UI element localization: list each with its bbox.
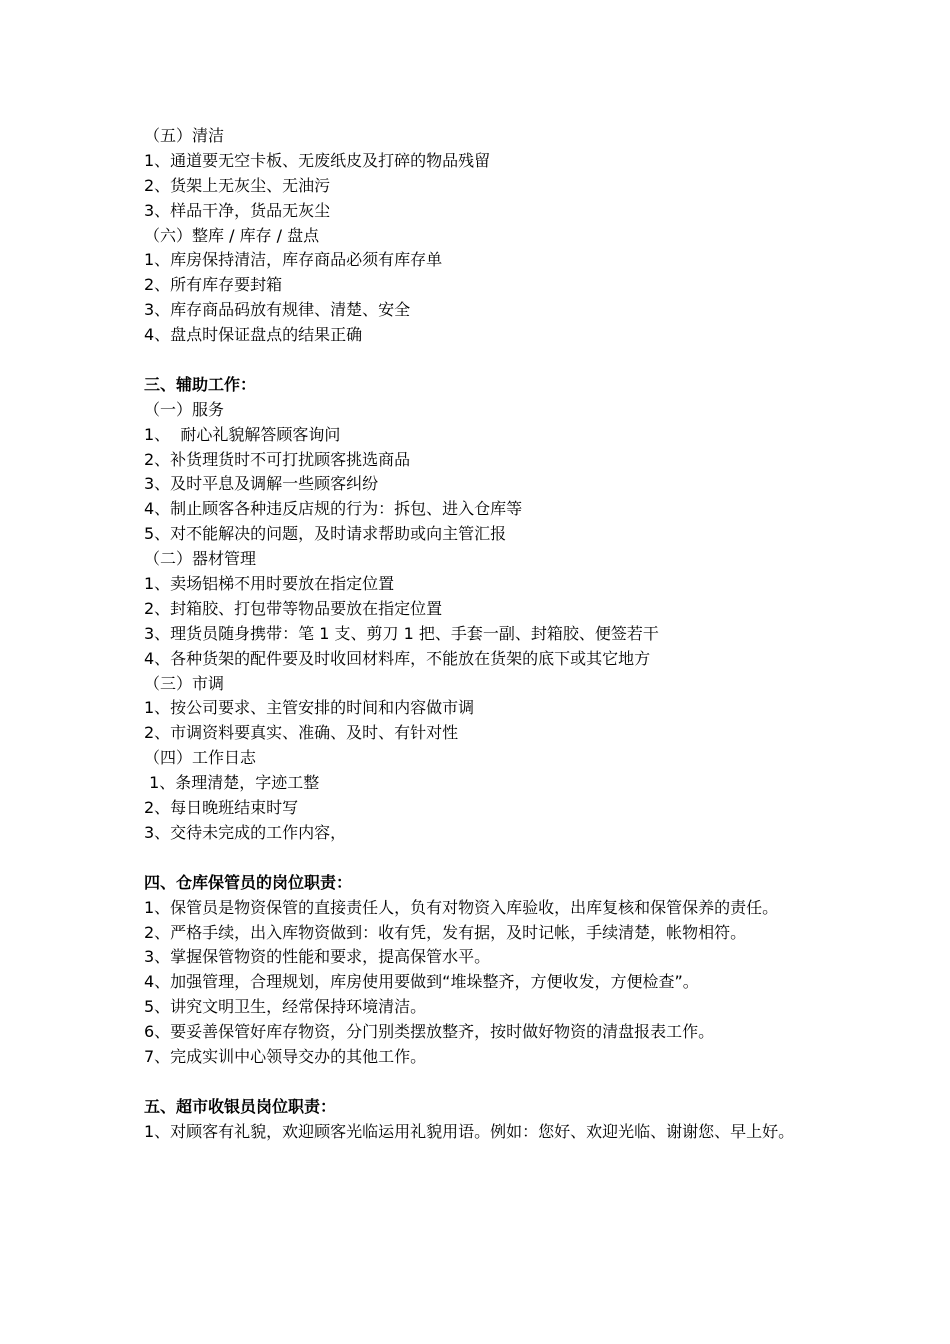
list-item: 2、严格手续，出入库物资做到：收有凭，发有据，及时记帐，手续清楚，帐物相符。: [144, 922, 747, 942]
section-cashier: [144, 1095, 814, 1145]
subheading: （六）整库 / 库存 / 盘点: [144, 225, 320, 245]
blank-line: [144, 846, 814, 871]
list-item: 2、补货理货时不可打扰顾客挑选商品: [144, 449, 411, 469]
list-item: 6、要妥善保管好库存物资，分门别类摆放整齐，按时做好物资的清盘报表工作。: [144, 1022, 715, 1042]
list-item: 1、 耐心礼貌解答顾客询问: [144, 424, 341, 444]
subheading: （一）服务: [144, 399, 225, 419]
list-item: 7、完成实训中心领导交办的其他工作。: [144, 1046, 427, 1066]
subheading: （四）工作日志: [144, 748, 257, 768]
list-item: 1、按公司要求、主管安排的时间和内容做市调: [144, 698, 475, 718]
list-item: 3、样品干净，货品无灰尘: [144, 200, 331, 220]
subheading: （五）清洁: [144, 126, 225, 145]
list-item: 2、市调资料要真实、准确、及时、有针对性: [144, 723, 459, 743]
list-item: 2、货架上无灰尘、无油污: [144, 175, 331, 195]
section-auxiliary: [144, 373, 814, 846]
list-item: 4、制止顾客各种违反店规的行为：拆包、进入仓库等: [144, 499, 523, 519]
list-item: 1、对顾客有礼貌，欢迎顾客光临运用礼貌用语。例如：您好、欢迎光临、谢谢您、早上好。: [144, 1121, 795, 1141]
list-item: 2、所有库存要封箱: [144, 275, 283, 295]
list-item: 4、各种货架的配件要及时收回材料库，不能放在货架的底下或其它地方: [144, 648, 651, 668]
list-item: 3、及时平息及调解一些顾客纠纷: [144, 474, 379, 494]
section-heading: 五、超市收银员岗位职责：: [144, 1096, 337, 1116]
list-item: 5、对不能解决的问题，及时请求帮助或向主管汇报: [144, 524, 507, 544]
blank-line: [144, 348, 814, 373]
subheading: （三）市调: [144, 673, 225, 693]
document-page: [144, 124, 814, 1145]
list-item: 3、理货员随身携带：笔 1 支、剪刀 1 把、手套一副、封箱胶、便签若干: [144, 623, 659, 643]
section-warehouse: [144, 871, 814, 1070]
list-item: 2、每日晚班结束时写: [144, 798, 299, 818]
list-item: 1、保管员是物资保管的直接责任人，负有对物资入库验收，出库复核和保管保养的责任。: [144, 897, 779, 917]
section-heading: 三、辅助工作：: [144, 374, 257, 394]
list-item: 3、交待未完成的工作内容，: [144, 822, 347, 842]
list-item: 1、通道要无空卡板、无废纸皮及打碎的物品残留: [144, 150, 491, 170]
list-item: 3、掌握保管物资的性能和要求，提高保管水平。: [144, 947, 491, 967]
list-item: 3、库存商品码放有规律、清楚、安全: [144, 300, 411, 320]
list-item: 4、盘点时保证盘点的结果正确: [144, 325, 363, 345]
subheading: （二）器材管理: [144, 549, 257, 569]
list-item: 1、条理清楚，字迹工整: [144, 773, 320, 793]
blank-line: [144, 1070, 814, 1095]
list-item: 5、讲究文明卫生，经常保持环境清洁。: [144, 997, 427, 1017]
list-item: 1、卖场铝梯不用时要放在指定位置: [144, 574, 395, 594]
list-item: 2、封箱胶、打包带等物品要放在指定位置: [144, 598, 443, 618]
list-item: 1、库房保持清洁，库存商品必须有库存单: [144, 250, 443, 270]
section-heading: 四、仓库保管员的岗位职责：: [144, 872, 353, 892]
section-clean: [144, 124, 814, 348]
list-item: 4、加强管理，合理规划，库房使用要做到“堆垛整齐，方便收发，方便检查”。: [144, 972, 699, 992]
